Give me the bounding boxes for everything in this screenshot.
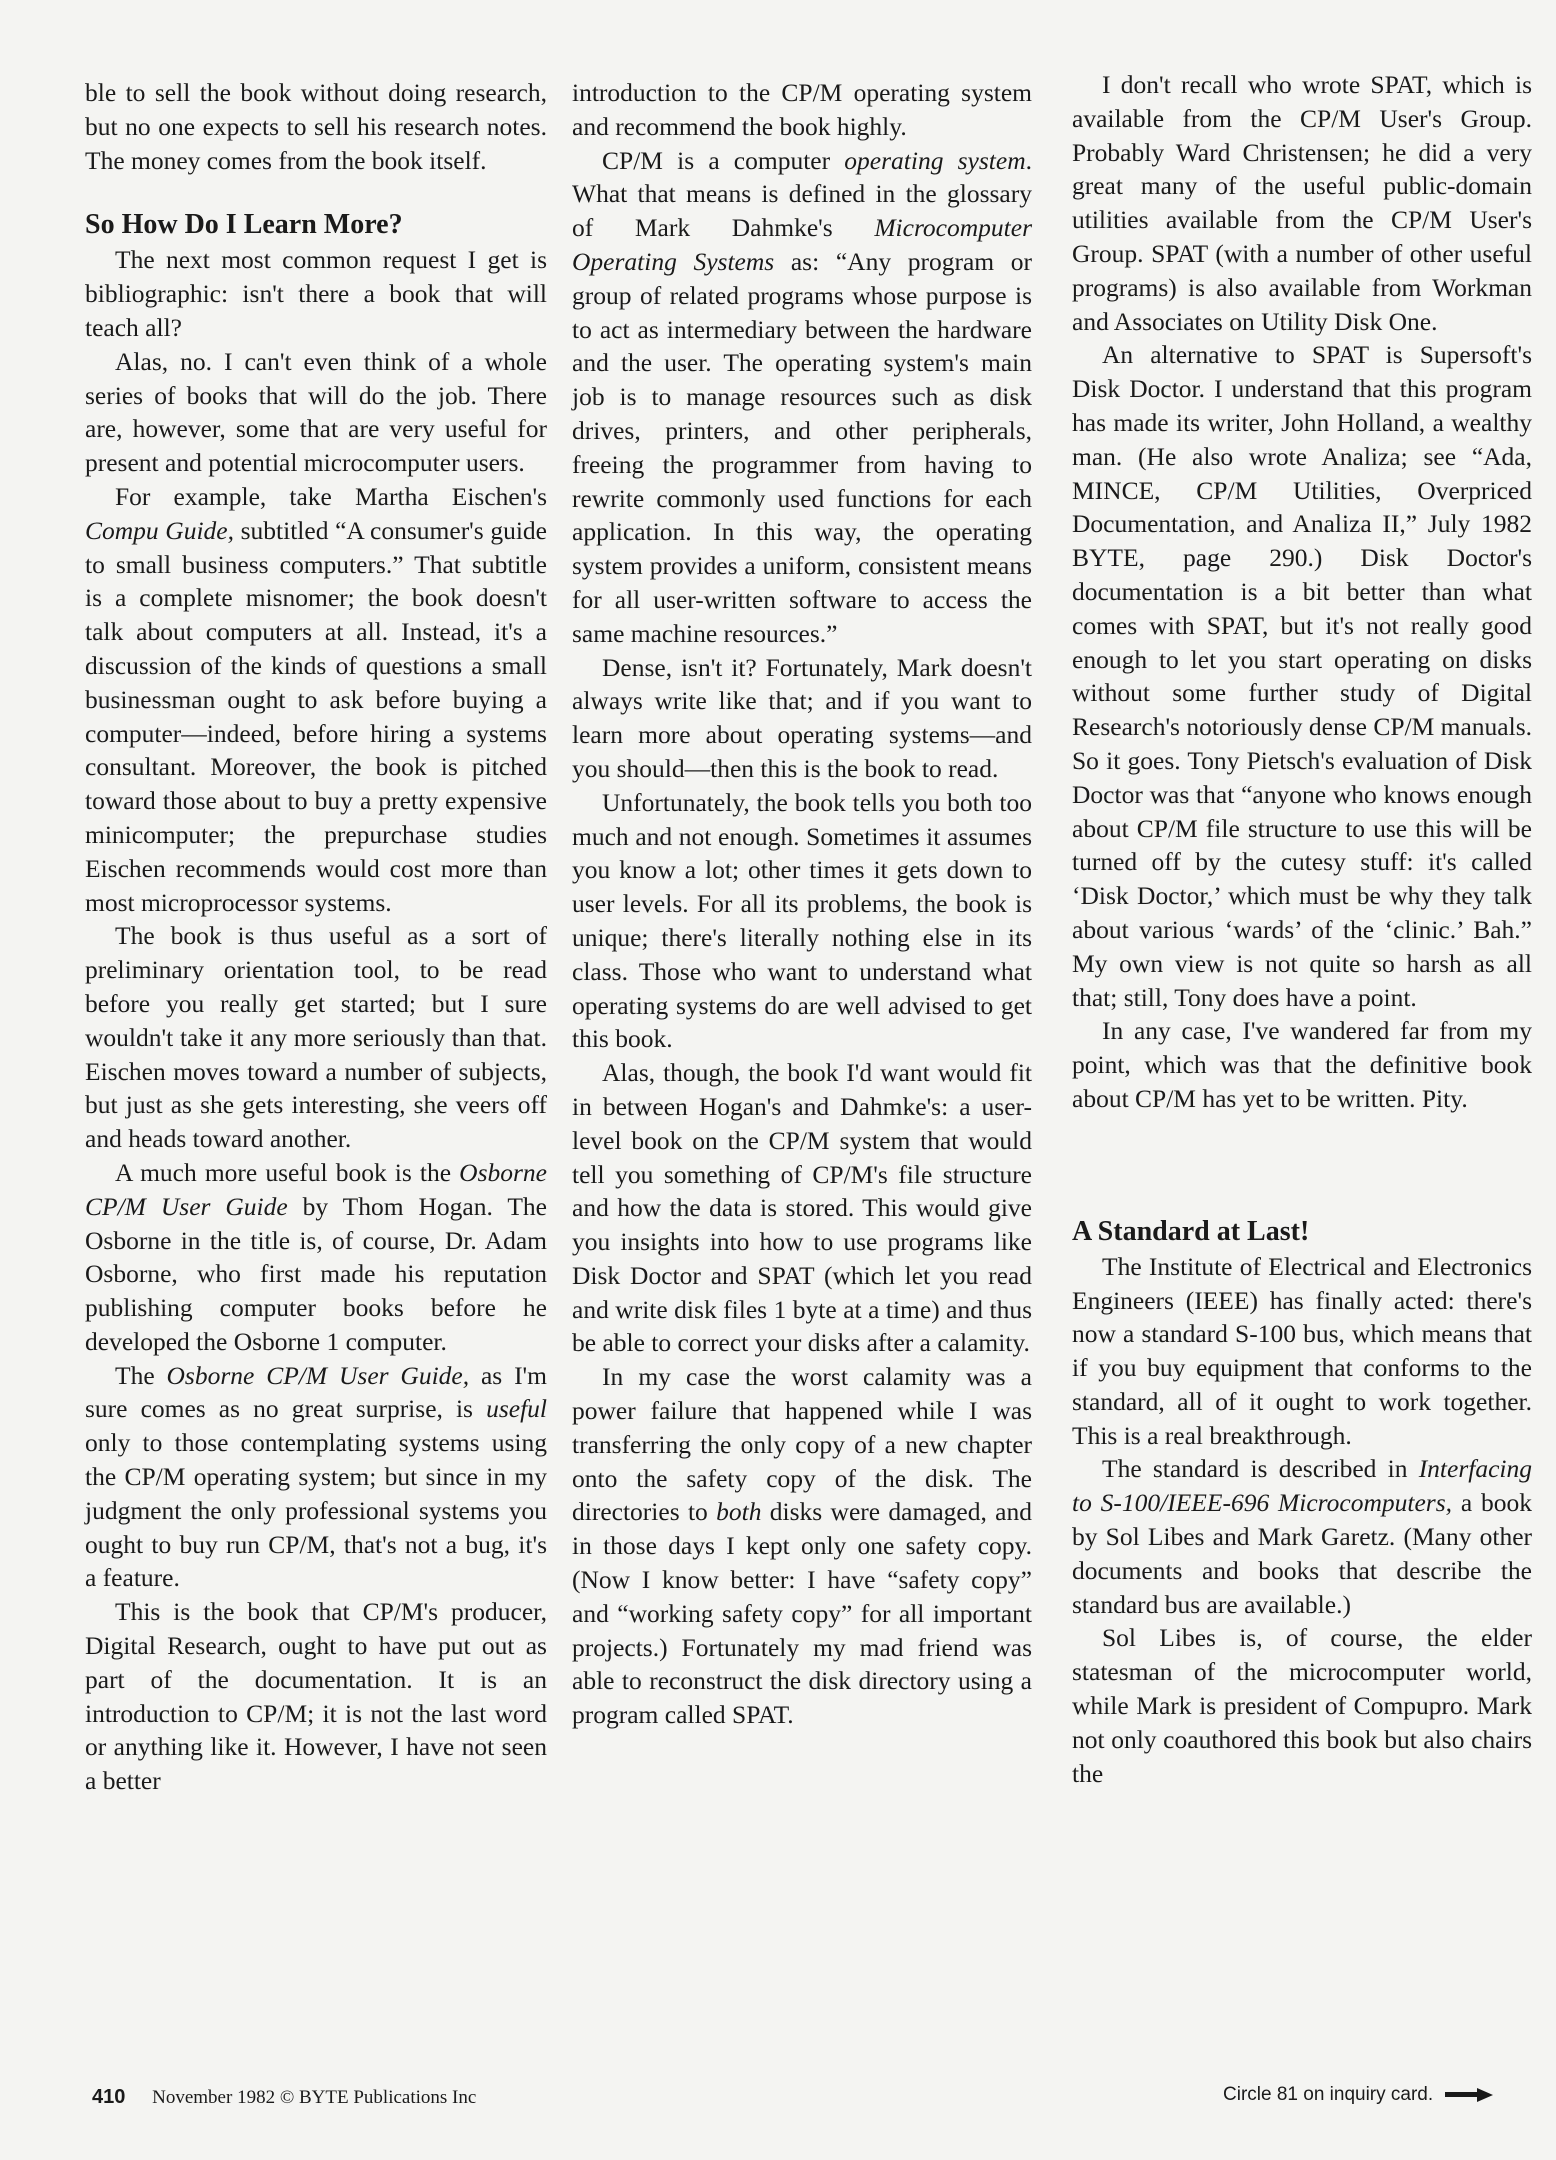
right-arrow-icon — [1445, 2088, 1493, 2102]
paragraph: In any case, I've wandered far from my point, which was that the definitive book about CP/M has yet to be written. Pity. — [1072, 1016, 1532, 1113]
book-title: Osborne CP/M User Guide — [85, 1157, 547, 1221]
paragraph: Alas, though, the book I'd want would fit in between Hogan's and Dahmke's: a user-level book on the CP/M system that would tell you something of CP/M's file structure and how the data is stored. This would give you insights into how to use programs like Disk Doctor and SPAT (which let you read and write disk files 1 byte at a time) and thus be able to correct your disks after a calamity. — [572, 1058, 1032, 1358]
book-title: Compu Guide, — [85, 515, 234, 545]
issue-credit: November 1982 © BYTE Publications Inc — [152, 2087, 477, 2108]
emphasis: both — [716, 1497, 762, 1527]
paragraph: ble to sell the book without doing research, but no one expects to sell his research notes. The money comes from the book itself. — [85, 78, 547, 175]
paragraph: The standard is described in Interfacing to S-100/IEEE-696 Microcomputers, a book by Sol Libes and Mark Garetz. (Many other documents and books that describe the standard bus are available.) — [1072, 1454, 1532, 1619]
paragraph: An alternative to SPAT is Supersoft's Disk Doctor. I understand that this program has made its writer, John Holland, a wealthy man. (He also wrote Analiza; see “Ada, MINCE, CP/M Utilities, Overpriced Documentation, and Analiza II,” July 1982 BYTE, page 290.) Disk Doctor's documentation is a bit better than what comes with SPAT, but it's not really good enough to let you start operating on disks without some further study of Digital Research's notoriously dense CP/M manuals. So it goes. Tony Pietsch's evaluation of Disk Doctor was that “anyone who knows enough about CP/M file structure to use this will be turned off by the cutesy stuff: it's called ‘Disk Doctor,’ which must be why they talk about various ‘wards’ of the ‘clinic.’ Bah.” My own view is not quite so harsh as all that; still, Tony does have a point. — [1072, 340, 1532, 1012]
book-title: Osborne CP/M User Guide, — [166, 1360, 470, 1390]
section-heading-standard: A Standard at Last! — [1072, 1215, 1310, 1247]
book-title: Interfacing to S-100/IEEE-696 Microcomputers, — [1072, 1454, 1532, 1518]
book-title: Microcomputer Operating Systems — [572, 213, 1032, 276]
column-2 — [572, 76, 1032, 1732]
paragraph: Dense, isn't it? Fortunately, Mark doesn't always write like that; and if you want to learn more about operating systems—and you should—then this is the book to read. — [572, 652, 1032, 783]
paragraph: The next most common request I get is bibliographic: isn't there a book that will teach all? — [85, 245, 547, 342]
page-number: 410 — [92, 2086, 126, 2108]
inquiry-note — [1223, 2084, 1493, 2106]
paragraph: Unfortunately, the book tells you both too much and not enough. Sometimes it assumes you know a lot; other times it gets down to user levels. For all its problems, the book is unique; there's literally nothing else in its class. Those who want to understand what operating systems do are well advised to get this book. — [572, 787, 1032, 1054]
paragraph: A much more useful book is the Osborne CP/M User Guide by Thom Hogan. The Osborne in the title is, of course, Dr. Adam Osborne, who first made his reputation publishing computer books before he developed the Osborne 1 computer. — [85, 1157, 548, 1356]
paragraph: introduction to the CP/M operating system and recommend the book highly. — [572, 78, 1032, 141]
paragraph: The book is thus useful as a sort of preliminary orientation tool, to be read before you really get started; but I sure wouldn't take it any more seriously than that. Eischen moves toward a number of subjects, but just as she gets interesting, she veers off and heads toward another. — [85, 921, 547, 1154]
section-heading-learn-more: So How Do I Learn More? — [85, 209, 403, 241]
paragraph: Sol Libes is, of course, the elder statesman of the microcomputer world, while Mark is president of Compupro. Mark not only coauthored this book but also chairs the — [1072, 1623, 1532, 1788]
paragraph: The Osborne CP/M User Guide, as I'm sure comes as no great surprise, is useful only to those contemplating systems using the CP/M operating system; but since in my judgment the only professional systems you ought to buy run CP/M, that's not a bug, it's a feature. — [85, 1360, 547, 1593]
paragraph: I don't recall who wrote SPAT, which is available from the CP/M User's Group. Probably Ward Christensen; he did a very great many of the useful public-domain utilities available from the CP/M User's Group. SPAT (with a number of other useful programs) is also available from Workman and Associates on Utility Disk One. — [1072, 70, 1532, 336]
paragraph: In my case the worst calamity was a power failure that happened while I was transferring the only copy of a new chapter onto the safety copy of the disk. The directories to both disks were damaged, and in those days I kept only one safety copy. (Now I know better: I have “safety copy” and “working safety copy” for all important projects.) Fortunately my mad friend was able to reconstruct the disk directory using a program called SPAT. — [572, 1362, 1032, 1730]
paragraph: The Institute of Electrical and Electronics Engineers (IEEE) has finally acted: there's now a standard S-100 bus, which means that if you buy equipment that conforms to the standard, all of it ought to work together. This is a real breakthrough. — [1072, 1251, 1532, 1450]
paragraph: CP/M is a computer operating system. What that means is defined in the glossary of Mark Dahmke's Microcomputer Operating Systems as: “Any program or group of related programs whose purpose is to act as intermediary between the hardware and the user. The operating system's main job is to manage resources such as disk drives, printers, and other peripherals, freeing the programmer from having to rewrite commonly used functions for each application. In this way, the operating system provides a uniform, consistent means for all user-written software to access the same machine resources.” — [572, 145, 1032, 648]
paragraph: For example, take Martha Eischen's Compu Guide, subtitled “A consumer's guide to small business computers.” That subtitle is a complete misnomer; the book doesn't talk about computers at all. Instead, it's a discussion of the kinds of questions a small businessman ought to ask before buying a computer—indeed, before hiring a systems consultant. Moreover, the book is pitched toward those about to buy a pretty expensive minicomputer; the prepurchase studies Eischen recommends would cost more than most microprocessor systems. — [85, 481, 547, 917]
column-1 — [85, 76, 547, 1798]
paragraph: Alas, no. I can't even think of a whole series of books that will do the job. There are, however, some that are very useful for present and potential microcomputer users. — [85, 346, 547, 478]
page-footer — [92, 2086, 476, 2109]
emphasis: useful — [486, 1394, 547, 1424]
column-3 — [1072, 30, 1532, 1790]
paragraph: This is the book that CP/M's producer, Digital Research, ought to have put out as part of the documentation. It is an introduction to CP/M; it is not the last word or anything like it. However, I have not seen a better — [85, 1597, 547, 1796]
inquiry-text: Circle 81 on inquiry card. — [1223, 2084, 1434, 2105]
emphasis: operating system — [844, 145, 1026, 175]
